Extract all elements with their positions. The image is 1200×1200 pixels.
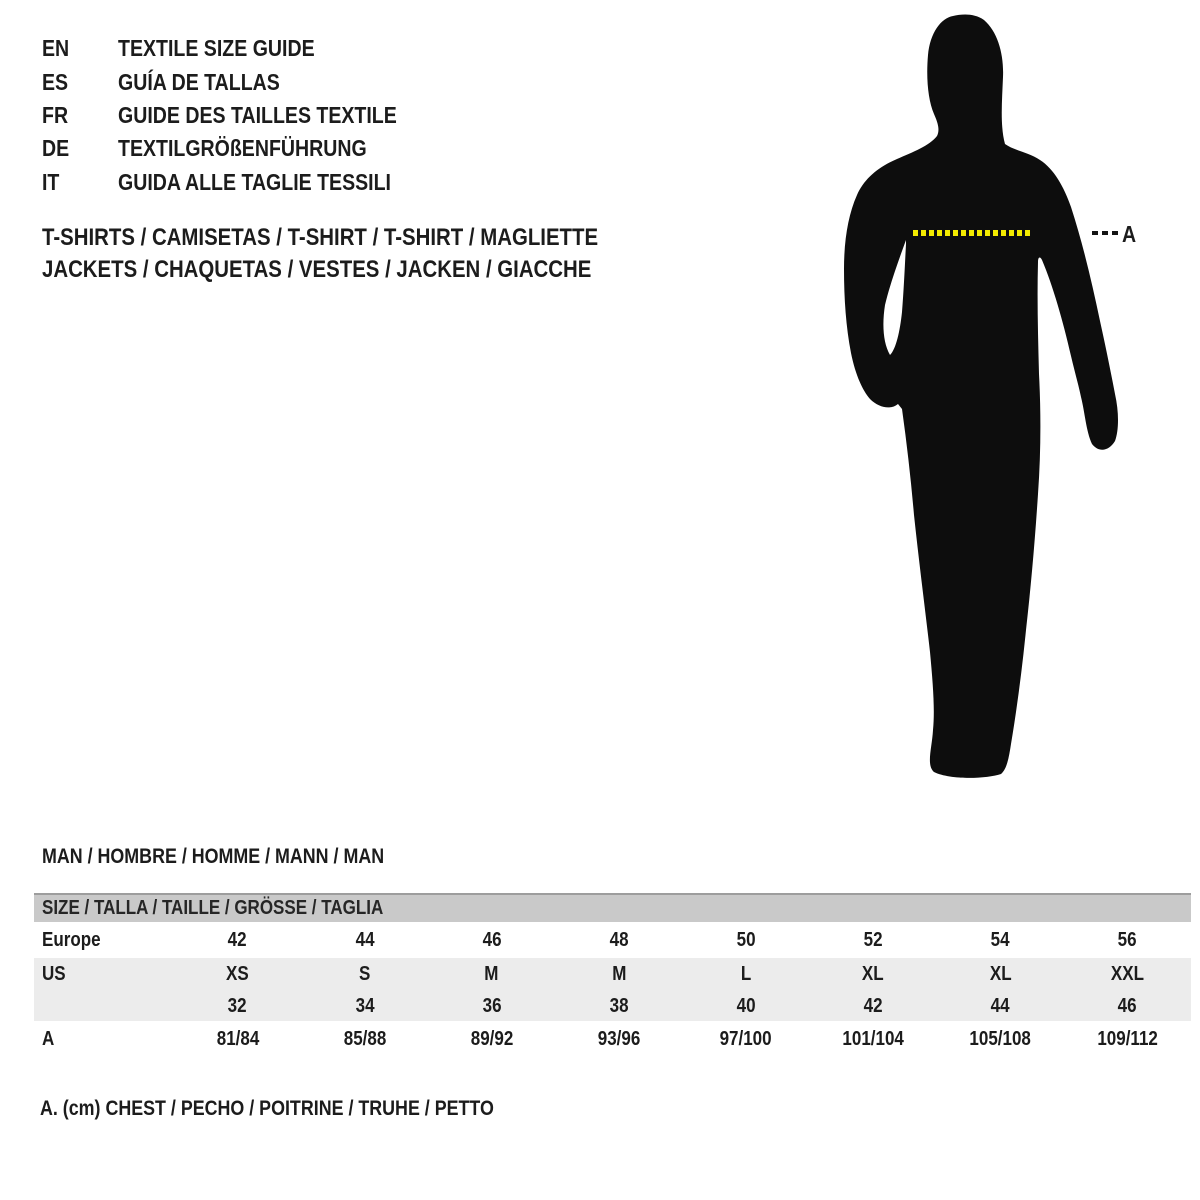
row-label: A	[42, 1028, 55, 1050]
size-value: S	[359, 963, 371, 985]
language-row	[42, 65, 446, 98]
language-code: IT	[42, 168, 60, 195]
size-value: 54	[990, 928, 1010, 951]
size-value: 109/112	[1097, 1028, 1158, 1050]
size-value: 85/88	[343, 1028, 386, 1050]
size-table-header	[34, 893, 1191, 922]
size-value: 50	[736, 928, 756, 951]
language-title: TEXTILGRÖßENFÜHRUNG	[118, 135, 367, 162]
size-value: 105/108	[969, 1028, 1032, 1050]
size-value: XS	[226, 963, 249, 985]
size-value: 52	[863, 928, 883, 951]
language-code: ES	[42, 68, 69, 95]
language-list	[42, 32, 446, 199]
size-value: 46	[482, 928, 502, 951]
size-table-row-chest-cm	[34, 1021, 1191, 1058]
section-title-man: MAN / HOMBRE / HOMME / MANN / MAN	[42, 845, 385, 868]
size-value: 93/96	[597, 1028, 641, 1050]
language-code: EN	[42, 35, 70, 62]
category-line-tshirts: T-SHIRTS / CAMISETAS / T-SHIRT / T-SHIRT / MAGLIETTE	[42, 224, 599, 251]
size-value: 42	[228, 928, 248, 951]
size-value: 56	[1117, 928, 1137, 951]
language-row	[42, 132, 446, 165]
size-value: 42	[863, 994, 883, 1017]
size-value: XXL	[1110, 963, 1144, 985]
size-value: 97/100	[720, 1028, 773, 1050]
size-value: M	[611, 963, 627, 985]
size-value: 40	[736, 994, 756, 1017]
size-value: 44	[990, 994, 1010, 1017]
size-value: XL	[989, 963, 1012, 985]
language-code: FR	[42, 101, 69, 128]
size-value: 101/104	[842, 1028, 904, 1050]
language-title: GUIDA ALLE TAGLIE TESSILI	[118, 168, 391, 195]
language-title: GUIDE DES TAILLES TEXTILE	[118, 101, 397, 128]
size-value: 32	[228, 994, 248, 1017]
language-row	[42, 99, 446, 132]
size-value: 46	[1117, 994, 1137, 1017]
size-value: 34	[355, 994, 375, 1017]
row-label	[34, 995, 174, 1018]
size-table-header-label: SIZE / TALLA / TAILLE / GRÖSSE / TAGLIA	[42, 897, 384, 919]
language-title: TEXTILE SIZE GUIDE	[118, 35, 315, 62]
row-label: Europe	[42, 928, 101, 951]
chest-measurement-line	[913, 230, 1030, 236]
measurement-pointer-dashes	[1092, 231, 1119, 235]
language-row	[42, 166, 446, 199]
size-value: 48	[609, 928, 629, 951]
language-code: DE	[42, 135, 70, 162]
category-list	[42, 222, 696, 286]
size-value: 38	[609, 994, 629, 1017]
measurement-footnote: A. (cm) CHEST / PECHO / POITRINE / TRUHE / PETTO	[40, 1097, 494, 1120]
size-value: 36	[482, 994, 502, 1017]
size-table-row-us	[34, 958, 1191, 991]
size-value: 44	[355, 928, 375, 951]
man-silhouette	[820, 10, 1150, 785]
size-table	[34, 893, 1191, 1058]
language-row	[42, 32, 446, 65]
size-value: XL	[862, 963, 885, 985]
size-value: 89/92	[470, 1028, 514, 1050]
measurement-label-a: A	[1122, 221, 1137, 247]
size-value: M	[484, 963, 499, 985]
size-table-row-europe	[34, 922, 1191, 958]
category-line-jackets: JACKETS / CHAQUETAS / VESTES / JACKEN / GIACCHE	[42, 256, 592, 283]
size-table-row-numeric	[34, 991, 1191, 1021]
size-value: 81/84	[216, 1028, 259, 1050]
row-label: US	[42, 963, 66, 985]
language-title: GUÍA DE TALLAS	[118, 68, 280, 95]
size-value: L	[740, 963, 752, 985]
